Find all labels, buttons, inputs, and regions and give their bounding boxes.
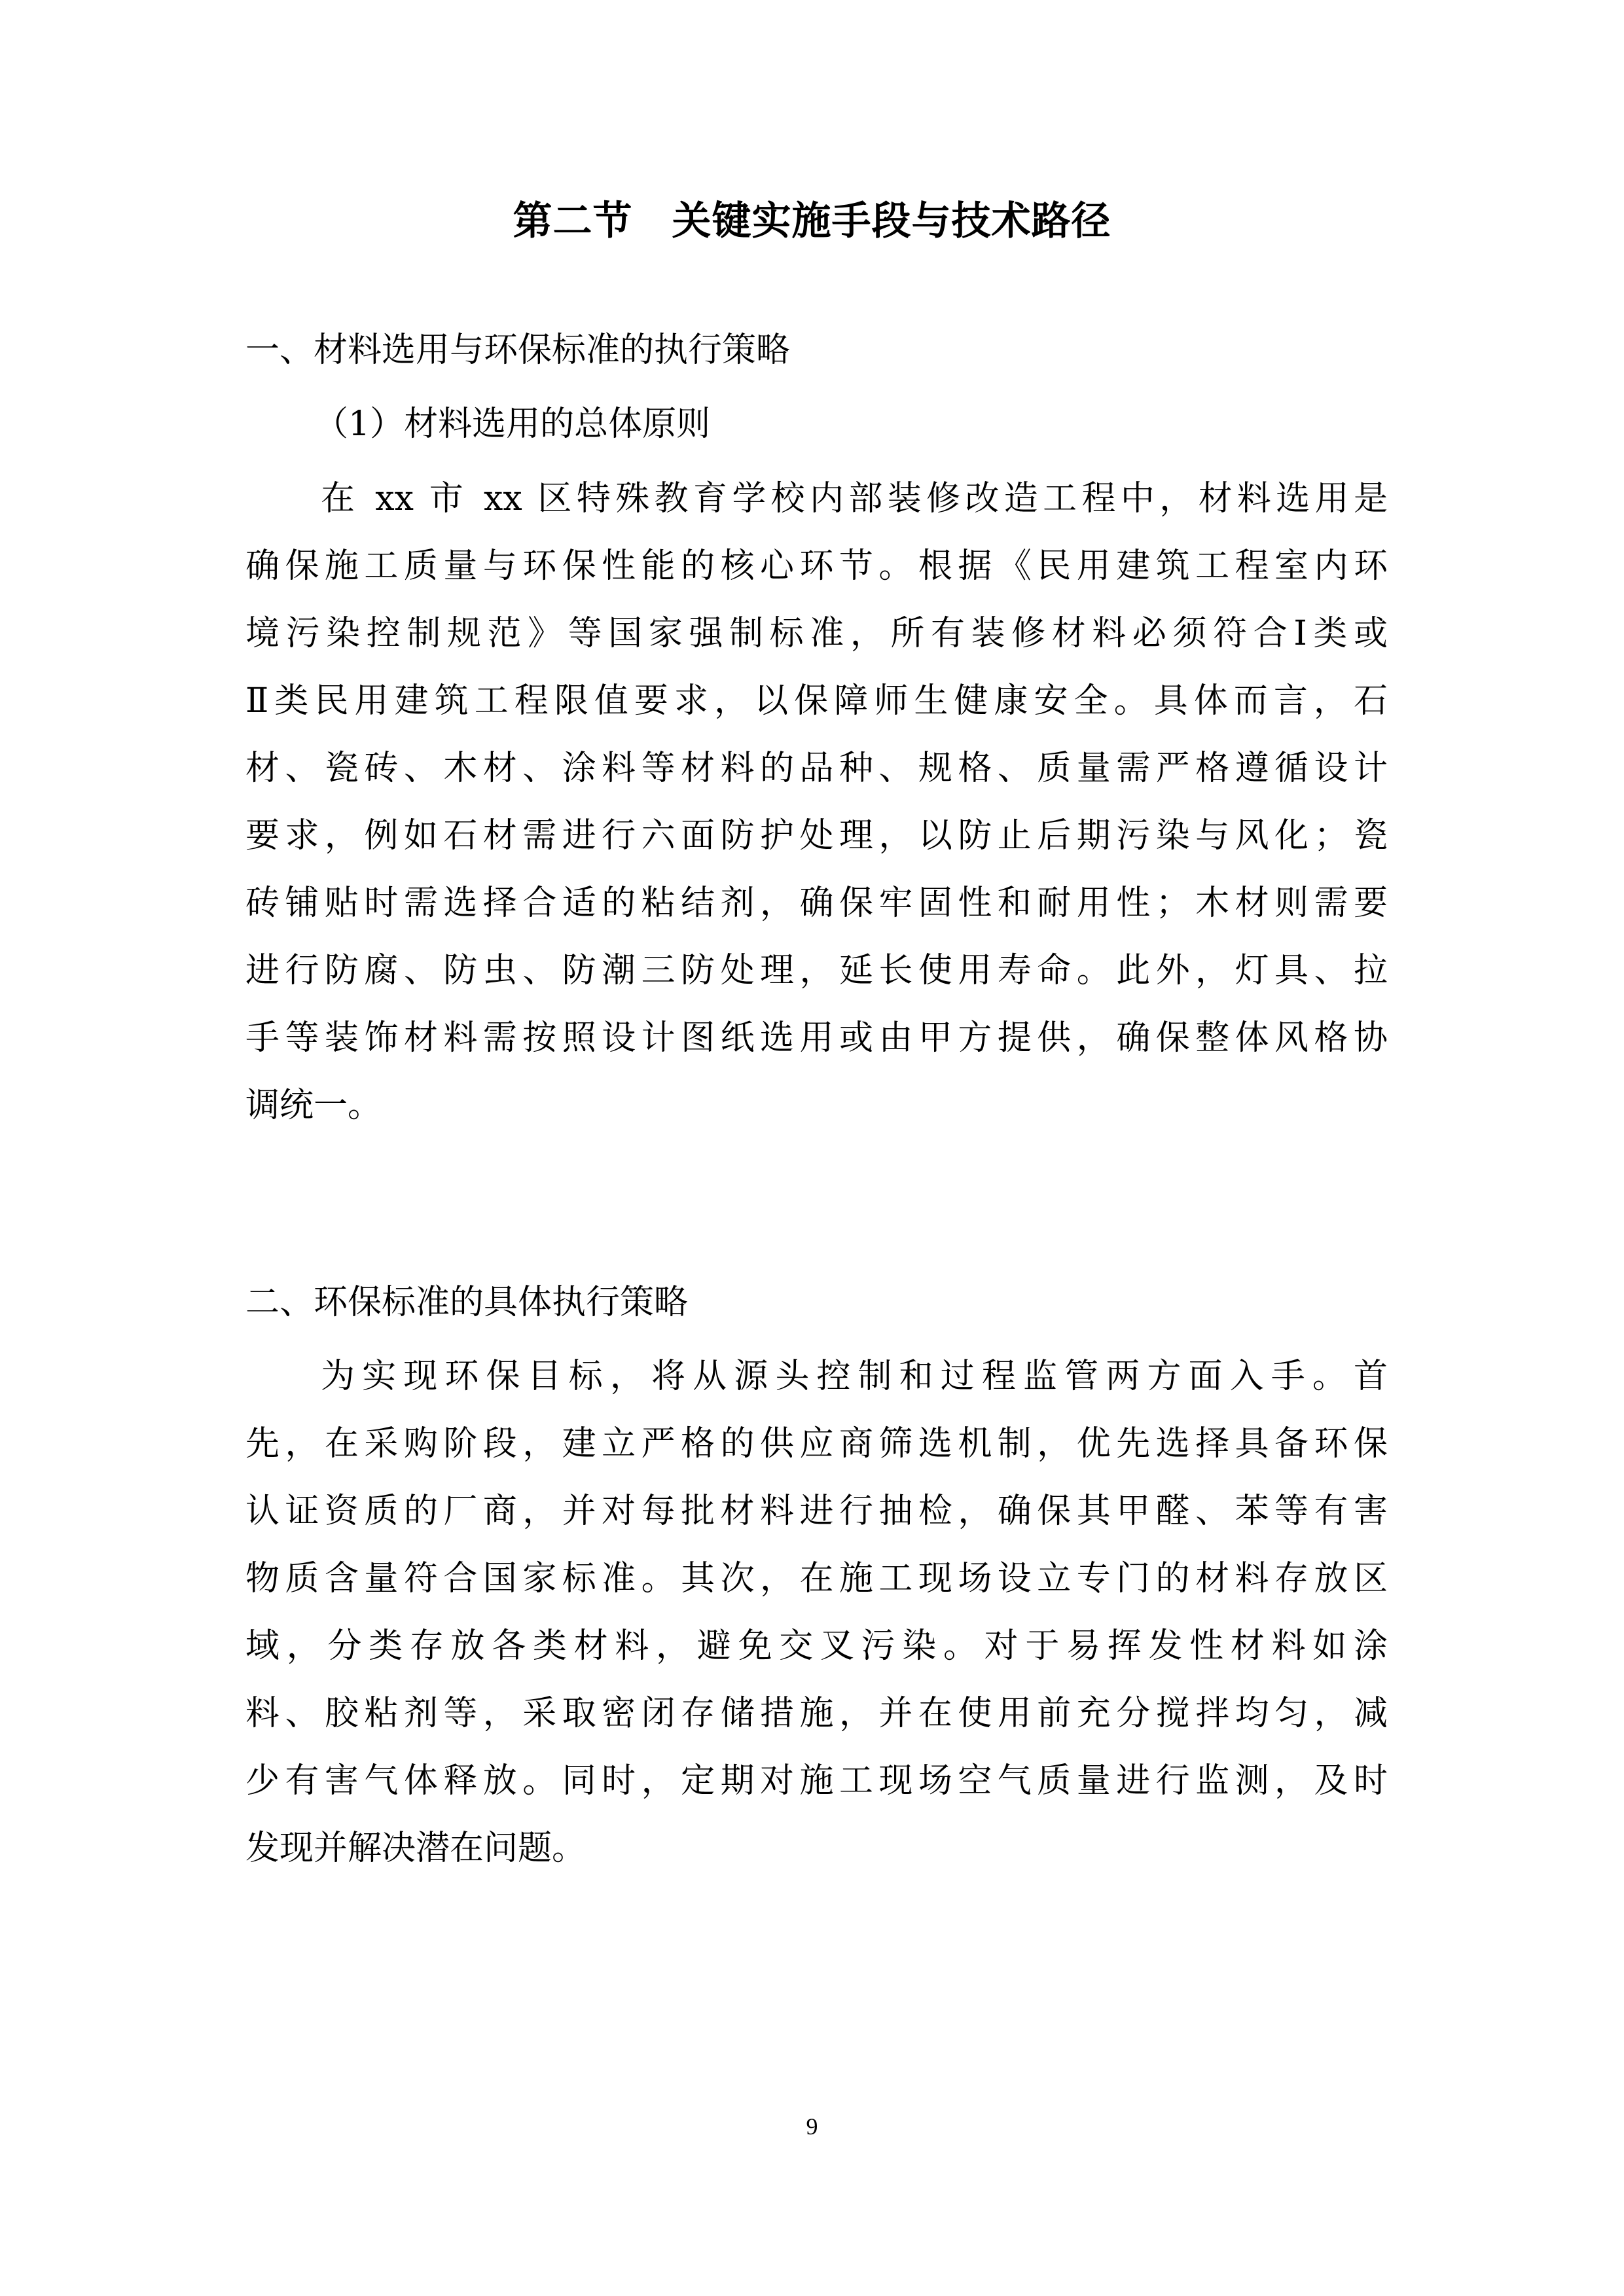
paragraph-line: 在 xx 市 xx 区特殊教育学校内部装修改造工程中，材料选用是 [321,479,1388,518]
paragraph-1 [245,479,1388,1153]
section-title-text: 关键实施手段与技术路径 [672,198,1111,244]
section-title [0,195,1624,247]
paragraph-line: 发现并解决潜在问题。 [245,1829,586,1868]
paragraph-line: 认证资质的厂商，并对每批材料进行抽检，确保其甲醛、苯等有害 [245,1492,1388,1531]
paragraph-line: 境污染控制规范》等国家强制标准，所有装修材料必须符合Ⅰ类或 [245,614,1388,653]
paragraph-2 [245,1357,1388,1896]
paragraph-line: Ⅱ类民用建筑工程限值要求，以保障师生健康安全。具体而言，石 [245,681,1388,721]
heading-2: 二、环保标准的具体执行策略 [245,1283,689,1322]
paragraph-line: 料、胶粘剂等，采取密闭存储措施，并在使用前充分搅拌均匀，减 [245,1694,1388,1733]
paragraph-line: 要求，例如石材需进行六面防护处理，以防止后期污染与风化；瓷 [245,816,1388,855]
heading-1: 一、材料选用与环保标准的执行策略 [245,331,791,370]
subheading-1: （1）材料选用的总体原则 [314,404,711,444]
paragraph-line: 确保施工质量与环保性能的核心环节。根据《民用建筑工程室内环 [245,547,1388,586]
paragraph-line: 域，分类存放各类材料，避免交叉污染。对于易挥发性材料如涂 [245,1626,1388,1666]
paragraph-line: 物质含量符合国家标准。其次，在施工现场设立专门的材料存放区 [245,1559,1388,1598]
paragraph-line: 先，在采购阶段，建立严格的供应商筛选机制，优先选择具备环保 [245,1424,1388,1463]
paragraph-line: 进行防腐、防虫、防潮三防处理，延长使用寿命。此外，灯具、拉 [245,951,1388,990]
paragraph-line: 手等装饰材料需按照设计图纸选用或由甲方提供，确保整体风格协 [245,1018,1388,1058]
paragraph-line: 少有害气体释放。同时，定期对施工现场空气质量进行监测，及时 [245,1761,1388,1801]
paragraph-line: 材、瓷砖、木材、涂料等材料的品种、规格、质量需严格遵循设计 [245,749,1388,788]
section-number: 第二节 [513,198,633,244]
page-number: 9 [806,2113,818,2140]
paragraph-line: 调统一。 [245,1086,382,1125]
paragraph-line: 砖铺贴时需选择合适的粘结剂，确保牢固性和耐用性；木材则需要 [245,884,1388,923]
paragraph-line: 为实现环保目标，将从源头控制和过程监管两方面入手。首 [321,1357,1388,1396]
